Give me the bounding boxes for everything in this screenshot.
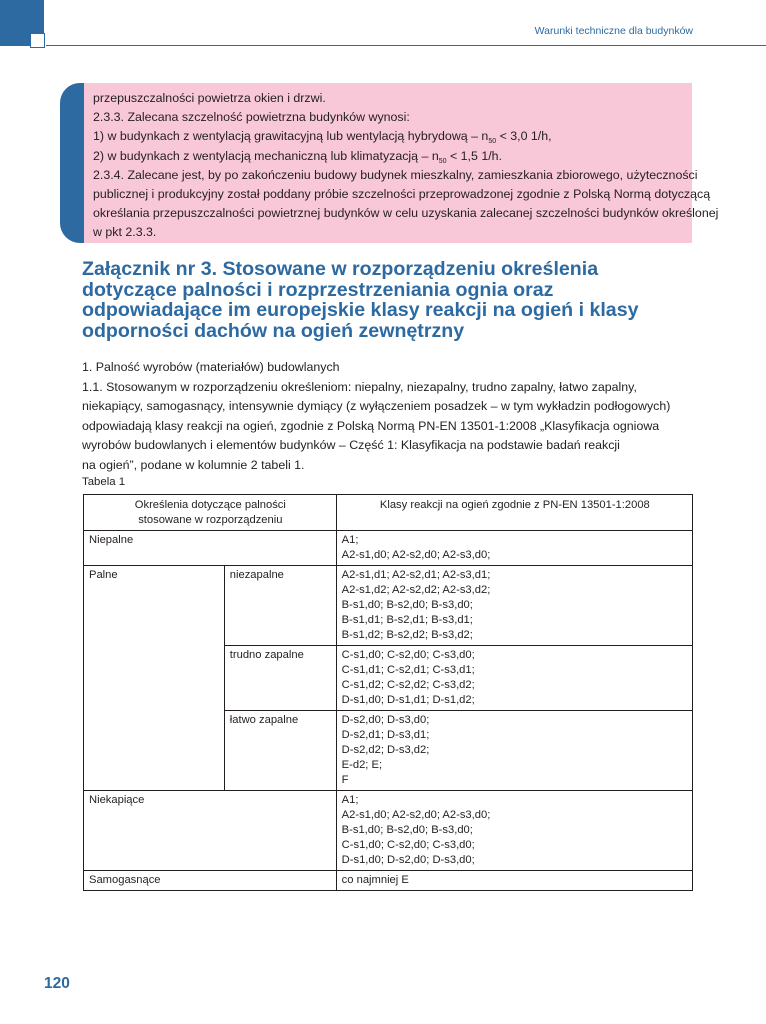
annex-title-line: Załącznik nr 3. Stosowane w rozporządzeniu określenia (82, 258, 599, 280)
class-line: A2-s1,d0; A2-s2,d0; A2-s3,d0; (341, 809, 491, 821)
callout-item-value: < 1,5 1/h. (446, 148, 502, 163)
classes-cell (336, 711, 692, 791)
term-cell: Niekapiące (84, 791, 337, 871)
class-line: A2-s1,d2; A2-s2,d2; A2-s3,d2; (341, 584, 491, 596)
annex-title-line: odpowiadające im europejskie klasy reakcji na ogień i klasy (82, 299, 639, 321)
class-line: F (341, 774, 349, 786)
subterm-cell: niezapalne (224, 566, 336, 646)
table-row (84, 531, 693, 566)
header-line: stosowane w rozporządzeniu (138, 514, 283, 526)
class-line: A1; (341, 534, 359, 546)
body-line: niekapiący, samogasnący, intensywnie dymiący (z wyłączeniem posadzek – w tym wykładzin podłogowych) (82, 399, 671, 413)
classes-cell (336, 791, 692, 871)
callout-item-text: 2) w budynkach z wentylacją mechaniczną lub klimatyzacją – n (93, 148, 439, 163)
body-line: wyrobów budowlanych i elementów budynków – Część 1: Klasyfikacja na podstawie badań reakcji (82, 438, 620, 452)
callout-para-line: w pkt 2.3.3. (93, 225, 157, 240)
n50-subscript: 50 (488, 138, 497, 146)
class-line: D-s2,d2; D-s3,d2; (341, 744, 430, 756)
running-header-title: Warunki techniczne dla budynków (534, 25, 693, 37)
callout-text (93, 89, 719, 243)
class-line: B-s1,d0; B-s2,d0; B-s3,d0; (341, 824, 473, 836)
callout-line: przepuszczalności powietrza okien i drzwi. (93, 91, 326, 105)
callout-para-line: publicznej i produkcyjny został poddany próbie szczelności przeprowadzonej zgodnie z Polską Normą dotyczącą (93, 187, 711, 202)
body-line: odpowiadają klasy reakcji na ogień, zgodnie z Polską Normą PN-EN 13501-1:2008 „Klasyfikacja ogniowa (82, 418, 660, 433)
class-line: A2-s1,d0; A2-s2,d0; A2-s3,d0; (341, 549, 491, 561)
class-line: B-s1,d0; B-s2,d0; B-s3,d0; (341, 599, 473, 611)
callout-item-gravity (93, 127, 688, 146)
table-row (84, 566, 693, 646)
header-corner-square (30, 33, 45, 48)
classes-cell (336, 871, 692, 891)
annex-title-line: odporności dachów na ogień zewnętrzny (82, 319, 465, 342)
body-line: 1.1. Stosowanym w rozporządzeniu określeniom: niepalny, niezapalny, trudno zapalny, łatwo zapalny, (82, 379, 637, 394)
header-rule (46, 45, 766, 46)
table-header-row (84, 495, 693, 531)
classes-cell (336, 531, 692, 566)
subterm-cell: łatwo zapalne (224, 711, 336, 791)
callout-para-line: 2.3.4. Zalecane jest, by po zakończeniu budowy budynek mieszkalny, zamieszkania zbiorowego, użyteczności (93, 167, 698, 182)
term-cell: Niepalne (84, 531, 337, 566)
class-line: A2-s1,d1; A2-s2,d1; A2-s3,d1; (341, 569, 491, 581)
table-row (84, 871, 693, 891)
subterm-cell: trudno zapalne (224, 646, 336, 711)
class-line: B-s1,d2; B-s2,d2; B-s3,d2; (341, 629, 473, 641)
term-cell: Palne (84, 566, 225, 791)
n50-subscript: 50 (438, 157, 447, 165)
annex-title (82, 259, 692, 341)
header-cell-terms (84, 495, 337, 531)
callout-tab (60, 83, 84, 243)
callout-item-value: < 3,0 1/h, (496, 129, 552, 144)
callout-item-mechanical (93, 147, 688, 166)
term-cell: Samogasnące (84, 871, 337, 891)
table-row (84, 791, 693, 871)
class-line: C-s1,d1; C-s2,d1; C-s3,d1; (341, 664, 475, 676)
class-line: D-s2,d0; D-s3,d0; (341, 714, 430, 726)
page-number: 120 (44, 975, 70, 992)
class-line: C-s1,d0; C-s2,d0; C-s3,d0; (341, 649, 475, 661)
class-line: D-s2,d1; D-s3,d1; (341, 729, 430, 741)
class-line: A1; (341, 794, 359, 806)
body-line: na ogień”, podane w kolumnie 2 tabeli 1. (82, 457, 305, 472)
class-line: D-s1,d0; D-s1,d1; D-s1,d2; (341, 694, 475, 706)
classes-cell (336, 646, 692, 711)
header-line: Określenia dotyczące palności (134, 499, 286, 511)
section-heading: 1. Palność wyrobów (materiałów) budowlanych (82, 360, 340, 374)
body-paragraph (82, 358, 697, 475)
class-line: C-s1,d2; C-s2,d2; C-s3,d2; (341, 679, 475, 691)
callout-item-text: 1) w budynkach z wentylacją grawitacyjną lub wentylacją hybrydową – n (93, 129, 489, 144)
fire-class-table (83, 494, 693, 891)
class-line: E-d2; E; (341, 759, 383, 771)
callout-para-line: określania przepuszczalności powietrznej budynków w celu uzyskania zalecanej szczelności budynków określonej (93, 206, 719, 221)
class-line: D-s1,d0; D-s2,d0; D-s3,d0; (341, 854, 475, 866)
table-caption: Tabela 1 (82, 476, 126, 488)
class-line: C-s1,d0; C-s2,d0; C-s3,d0; (341, 839, 475, 851)
classes-cell (336, 566, 692, 646)
class-line: B-s1,d1; B-s2,d1; B-s3,d1; (341, 614, 473, 626)
header-cell-classes: Klasy reakcji na ogień zgodnie z PN-EN 13501-1:2008 (336, 495, 692, 531)
class-line: co najmniej E (341, 874, 409, 886)
callout-line: 2.3.3. Zalecana szczelność powietrzna budynków wynosi: (93, 110, 410, 125)
annex-title-line: dotyczące palności i rozprzestrzeniania ognia oraz (82, 278, 554, 301)
